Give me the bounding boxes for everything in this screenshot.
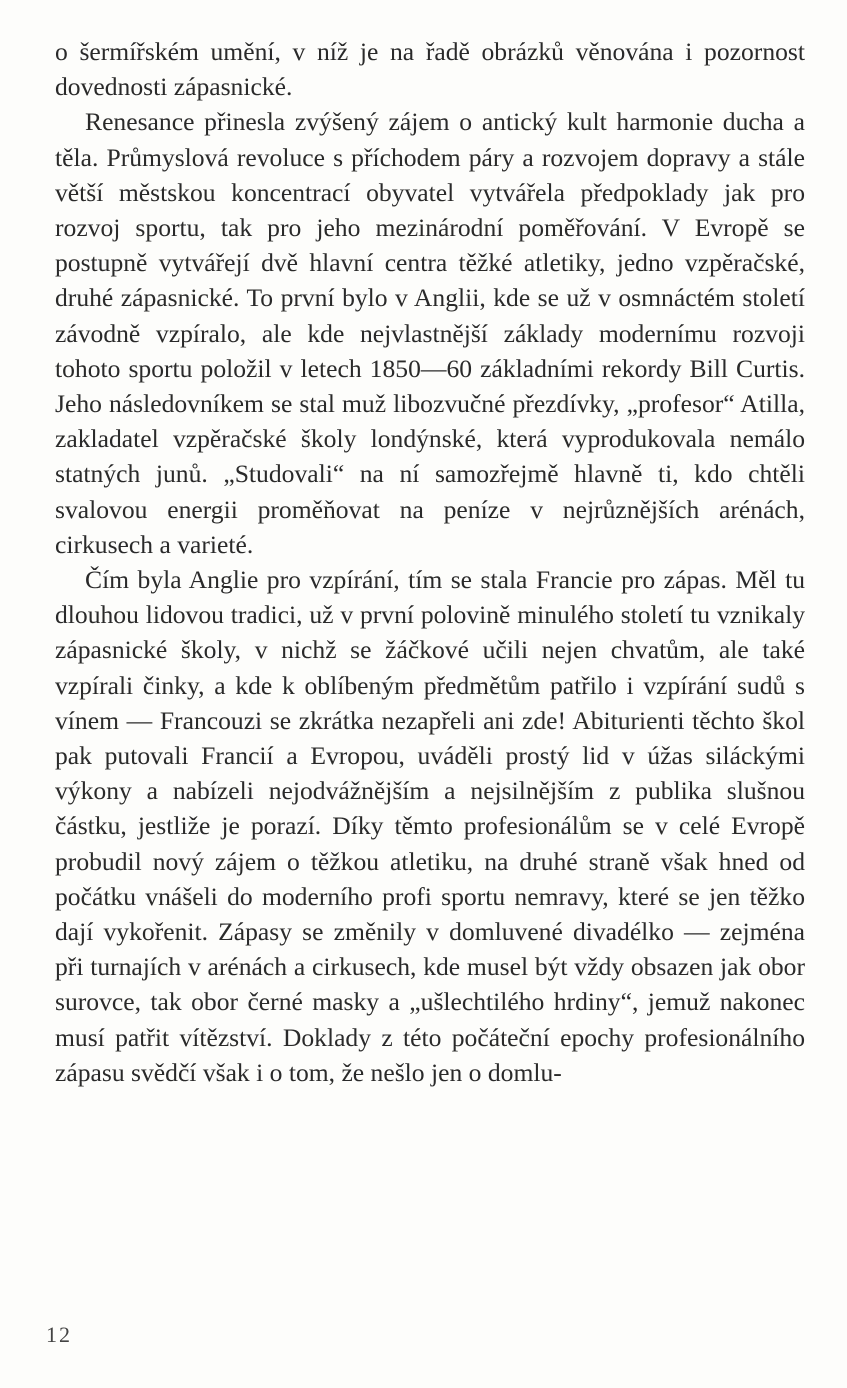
body-text	[55, 34, 805, 1090]
paragraph-france-wrestling: Čím byla Anglie pro vzpírání, tím se stala Francie pro zápas. Měl tu dlouhou lidovou tradici, už v první polovině minulého století tu vznikaly zápasnické školy, v nichž se žáčkové učili nejen chvatům, ale také vzpírali činky, a kde k oblíbeným předmětům patřilo i vzpírání sudů s vínem — Francouzi se zkrátka nezapřeli ani zde! Abiturienti těchto škol pak putovali Francií a Evropou, uváděli prostý lid v úžas siláckými výkony a nabízeli nejodvážnějším a nejsilnějším z publika slušnou částku, jestliže je porazí. Díky těmto profesionálům se v celé Evropě probudil nový zájem o těžkou atletiku, na druhé straně však hned od počátku vnášeli do moderního profi sportu nemravy, které se jen těžko dají vykořenit. Zápasy se změnily v domluvené divadélko — zejména při turnajích v arénách a cirkusech, kde musel být vždy obsazen jak obor surovce, tak obor černé masky a „ušlechtilého hrdiny“, jemuž nakonec musí patřit vítězství. Doklady z této počáteční epochy profesionálního zápasu svědčí však i o tom, že nešlo jen o domlu-	[55, 565, 805, 1087]
paragraph-continuation: o šermířském umění, v níž je na řadě obrázků věnována i pozornost dovednosti zápasnické.	[55, 37, 805, 102]
page-number: 12	[46, 1322, 72, 1347]
paragraph-renaissance: Renesance přinesla zvýšený zájem o antický kult harmonie ducha a těla. Průmyslová revoluce s příchodem páry a rozvojem dopravy a stále větší městskou koncentrací obyvatel vytvářela předpoklady jak pro rozvoj sportu, tak pro jeho mezinárodní poměřování. V Evropě se postupně vytvářejí dvě hlavní centra těžké atletiky, jedno vzpěračské, druhé zápasnické. To první bylo v Anglii, kde se už v osmnáctém století závodně vzpíralo, ale kde nejvlastnější základy modernímu rozvoji tohoto sportu položil v letech 1850—60 základními rekordy Bill Curtis. Jeho následovníkem se stal muž libozvučné přezdívky, „profesor“ Atilla, zakladatel vzpěračské školy londýnské, která vyprodukovala nemálo statných junů. „Studovali“ na ní samozřejmě hlavně ti, kdo chtěli svalovou energii proměňovat na peníze v nejrůznějších arénách, cirkusech a varieté.	[55, 107, 805, 559]
